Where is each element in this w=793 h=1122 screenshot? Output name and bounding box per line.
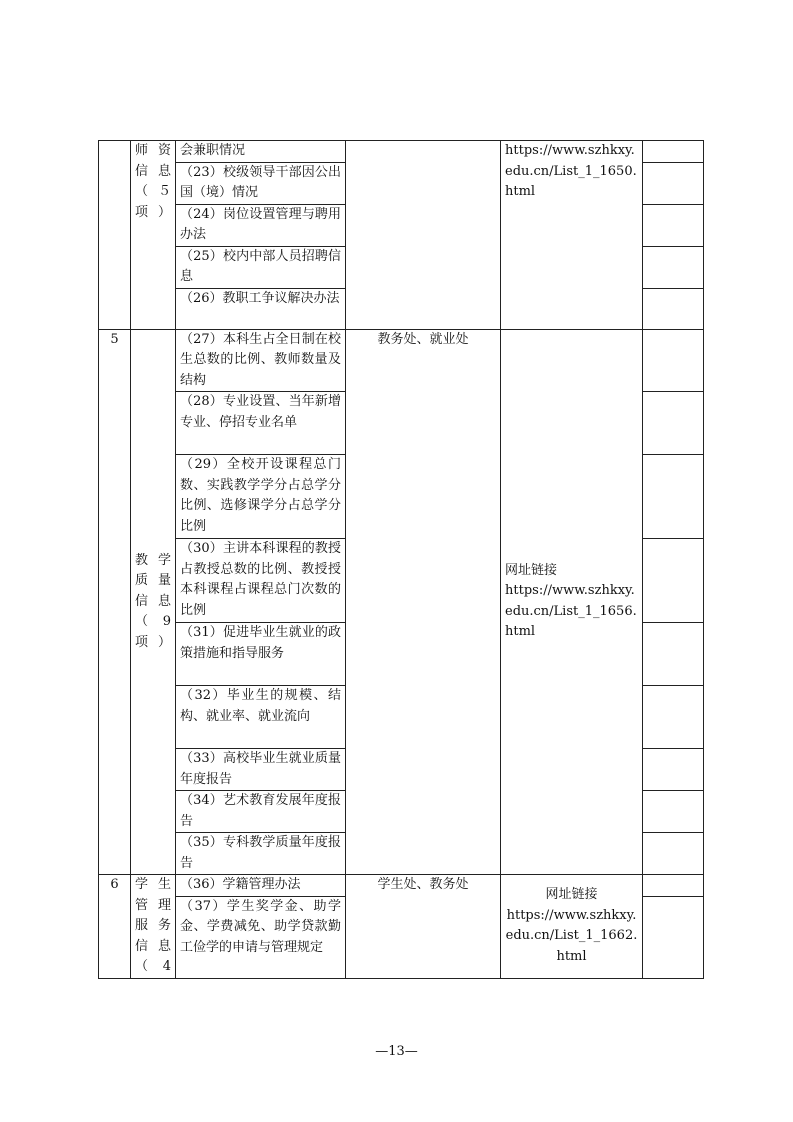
- item-cell: （33）高校毕业生就业质量年度报告: [176, 749, 346, 791]
- item-cell: （37）学生奖学金、助学金、学费减免、助学贷款勤工俭学的申请与管理规定: [176, 896, 346, 978]
- link-url[interactable]: https://www.szhkxy.edu.cn/List_1_1656.html: [505, 583, 637, 640]
- item-cell: （23）校级领导干部因公出国（境）情况: [176, 162, 346, 204]
- item-cell: （28）专业设置、当年新增专业、停招专业名单: [176, 392, 346, 455]
- link-url[interactable]: https://www.szhkxy.edu.cn/List_1_1650.html: [505, 143, 637, 199]
- blank-cell: [643, 539, 704, 623]
- table-row: [99, 141, 704, 163]
- item-cell: （34）艺术教育发展年度报告: [176, 791, 346, 833]
- item-cell: （27）本科生占全日制在校生总数的比例、教师数量及结构: [176, 329, 346, 392]
- disclosure-table: [98, 140, 704, 979]
- page-number: —13—: [375, 1044, 418, 1059]
- blank-cell: [643, 686, 704, 749]
- link-cell: [501, 329, 643, 875]
- row-number-cell: 5: [99, 329, 131, 875]
- blank-cell: [643, 204, 704, 246]
- link-label: 网址链接: [505, 562, 558, 578]
- department-cell: 学生处、教务处: [346, 875, 501, 979]
- item-cell: 会兼职情况: [176, 141, 346, 163]
- blank-cell: [643, 246, 704, 288]
- item-cell: （36）学籍管理办法: [176, 875, 346, 897]
- item-cell: （24）岗位设置管理与聘用办法: [176, 204, 346, 246]
- category-cell: 学生管理服务信息（4: [131, 875, 176, 979]
- link-url[interactable]: https://www.szhkxy.edu.cn/List_1_1662.html: [505, 907, 638, 964]
- blank-cell: [643, 791, 704, 833]
- link-label: 网址链接: [545, 887, 598, 903]
- category-cell: 师资信息（５项）: [131, 141, 176, 330]
- item-cell: （35）专科教学质量年度报告: [176, 833, 346, 875]
- blank-cell: [643, 875, 704, 897]
- blank-cell: [643, 392, 704, 455]
- item-cell: （30）主讲本科课程的教授占教授总数的比例、教授授本科课程占课程总门次数的比例: [176, 539, 346, 623]
- item-cell: （32）毕业生的规模、结构、就业率、就业流向: [176, 686, 346, 749]
- blank-cell: [643, 623, 704, 686]
- row-number-cell: [99, 141, 131, 330]
- item-cell: （26）教职工争议解决办法: [176, 288, 346, 329]
- item-cell: （25）校内中部人员招聘信息: [176, 246, 346, 288]
- blank-cell: [643, 833, 704, 875]
- row-number-cell: 6: [99, 875, 131, 979]
- item-cell: （31）促进毕业生就业的政策措施和指导服务: [176, 623, 346, 686]
- blank-cell: [643, 329, 704, 392]
- blank-cell: [643, 455, 704, 539]
- blank-cell: [643, 749, 704, 791]
- department-cell: 教务处、就业处: [346, 329, 501, 875]
- blank-cell: [643, 141, 704, 163]
- blank-cell: [643, 162, 704, 204]
- item-cell: （29）全校开设课程总门数、实践教学学分占总学分比例、选修课学分占总学分比例: [176, 455, 346, 539]
- link-cell: [501, 875, 643, 979]
- category-cell: 教学质量信息（9项）: [131, 329, 176, 875]
- link-cell: [501, 141, 643, 330]
- table-row: [99, 875, 704, 897]
- blank-cell: [643, 896, 704, 978]
- table-row: [99, 329, 704, 392]
- blank-cell: [643, 288, 704, 329]
- department-cell: [346, 141, 501, 330]
